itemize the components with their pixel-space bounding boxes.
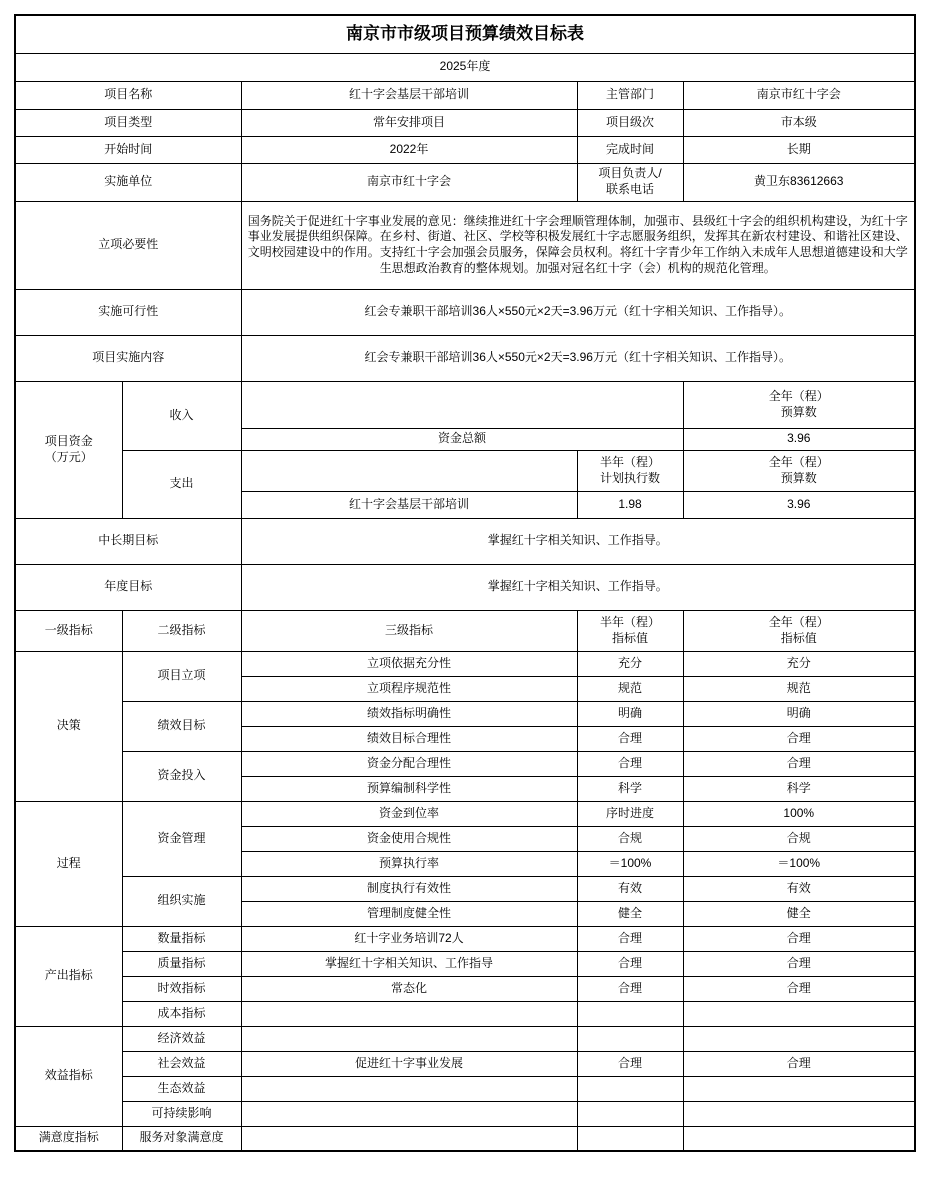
indicator-half-cell	[577, 1101, 683, 1126]
income-fullyear-header	[683, 381, 915, 428]
impl-unit-label: 实施单位	[15, 163, 241, 201]
indicator-full-cell	[683, 1126, 915, 1151]
indicator-full-cell: 明确	[683, 701, 915, 726]
indicator-half-cell: 合理	[577, 726, 683, 751]
sub-social-benefit-label: 社会效益	[122, 1051, 241, 1076]
indicator-half-cell	[577, 1026, 683, 1051]
indicator-l3-cell: 资金到位率	[241, 801, 577, 826]
expense-halfyear-header-line1: 半年（程）	[599, 454, 660, 469]
indicator-half-cell: 合理	[577, 751, 683, 776]
indicator-header-l2: 二级指标	[122, 610, 241, 651]
sub-economic-benefit-label: 经济效益	[122, 1026, 241, 1051]
expense-fullyear-header	[683, 450, 915, 491]
indicator-l3-cell: 掌握红十字相关知识、工作指导	[241, 951, 577, 976]
indicator-half-cell: 合理	[577, 976, 683, 1001]
indicator-full-cell	[683, 1026, 915, 1051]
indicator-l3-cell: 管理制度健全性	[241, 901, 577, 926]
leader-phone-label	[577, 163, 683, 201]
necessity-label: 立项必要性	[15, 201, 241, 289]
funding-label-line2: （万元）	[44, 449, 93, 464]
indicator-half-cell: 序时进度	[577, 801, 683, 826]
impl-unit-value: 南京市红十字会	[241, 163, 577, 201]
annual-goal-content: 掌握红十字相关知识、工作指导。	[241, 564, 915, 610]
project-level-label: 项目级次	[577, 109, 683, 136]
indicator-header-half	[577, 610, 683, 651]
indicator-full-cell: 合理	[683, 1051, 915, 1076]
indicator-full-cell	[683, 1101, 915, 1126]
finish-time-label: 完成时间	[577, 136, 683, 163]
income-total-value: 3.96	[683, 428, 915, 450]
midlong-goal-content: 掌握红十字相关知识、工作指导。	[241, 518, 915, 564]
year-row: 2025年度	[15, 53, 915, 81]
indicator-l3-cell	[241, 1001, 577, 1026]
indicator-l3-cell: 绩效指标明确性	[241, 701, 577, 726]
project-type-label: 项目类型	[15, 109, 241, 136]
start-time-label: 开始时间	[15, 136, 241, 163]
indicator-l3-cell: 绩效目标合理性	[241, 726, 577, 751]
project-level-value: 市本级	[683, 109, 915, 136]
indicator-half-cell: 健全	[577, 901, 683, 926]
income-fullyear-header-line2: 预算数	[780, 404, 817, 419]
midlong-goal-label: 中长期目标	[15, 518, 241, 564]
expense-fullyear-header-line2: 预算数	[780, 470, 817, 485]
project-name-value: 红十字会基层干部培训	[241, 81, 577, 109]
indicator-l3-cell: 制度执行有效性	[241, 876, 577, 901]
expense-fullyear-header-line1: 全年（程）	[768, 454, 829, 469]
indicator-half-cell: 合理	[577, 951, 683, 976]
project-name-label: 项目名称	[15, 81, 241, 109]
sub-eco-benefit-label: 生态效益	[122, 1076, 241, 1101]
group-benefit-label: 效益指标	[15, 1026, 122, 1126]
indicator-l3-cell: 资金使用合规性	[241, 826, 577, 851]
budget-performance-table	[14, 14, 916, 1152]
group-process-label: 过程	[15, 801, 122, 926]
indicator-l3-cell: 常态化	[241, 976, 577, 1001]
indicator-half-cell: 合规	[577, 826, 683, 851]
leader-phone-label-line1: 项目负责人/	[598, 166, 662, 181]
income-label: 收入	[122, 381, 241, 450]
sub-fund-input-label: 资金投入	[122, 751, 241, 801]
funding-label-line1: 项目资金	[44, 433, 93, 448]
indicator-l3-cell	[241, 1026, 577, 1051]
indicator-header-full-line2: 指标值	[780, 630, 817, 645]
indicator-l3-cell: 立项程序规范性	[241, 676, 577, 701]
indicator-l3-cell: 立项依据充分性	[241, 651, 577, 676]
dept-label: 主管部门	[577, 81, 683, 109]
indicator-l3-cell: 促进红十字事业发展	[241, 1051, 577, 1076]
indicator-full-cell: 充分	[683, 651, 915, 676]
indicator-half-cell	[577, 1001, 683, 1026]
indicator-full-cell: 合理	[683, 951, 915, 976]
sub-fund-management-label: 资金管理	[122, 801, 241, 876]
expense-label: 支出	[122, 450, 241, 518]
implementation-content: 红会专兼职干部培训36人×550元×2天=3.96万元（红十字相关知识、工作指导）。	[241, 335, 915, 381]
necessity-content: 国务院关于促进红十字事业发展的意见：继续推进红十字会理顺管理体制，加强市、县级红十字会的组织机构建设，为红十字事业发展提供组织保障。在乡村、街道、社区、学校等积极发展红十字志愿服务组织，发挥其在新农村建设、和谐社区建设、文明校园建设中的作用。支持红十字会加强会员服务，保障会员权利。将红十字青少年工作纳入未成年人思想道德建设和大学生思想政治教育的整体规划。加强对冠名红十字（会）机构的规范化管理。	[241, 201, 915, 289]
group-decision-label: 决策	[15, 651, 122, 801]
sub-performance-goal-label: 绩效目标	[122, 701, 241, 751]
leader-phone-label-line2: 联系电话	[605, 182, 654, 196]
income-fullyear-header-line1: 全年（程）	[768, 388, 829, 403]
group-satisfaction-label: 满意度指标	[15, 1126, 122, 1151]
group-output-label: 产出指标	[15, 926, 122, 1026]
leader-phone-value: 黄卫东83612663	[683, 163, 915, 201]
sub-quality-label: 质量指标	[122, 951, 241, 976]
indicator-full-cell: 合理	[683, 976, 915, 1001]
finish-time-value: 长期	[683, 136, 915, 163]
sub-service-target-satisfaction-label: 服务对象满意度	[122, 1126, 241, 1151]
indicator-full-cell: 有效	[683, 876, 915, 901]
indicator-full-cell	[683, 1001, 915, 1026]
indicator-full-cell: 合理	[683, 926, 915, 951]
indicator-l3-cell: 资金分配合理性	[241, 751, 577, 776]
indicator-half-cell: 充分	[577, 651, 683, 676]
indicator-half-cell	[577, 1076, 683, 1101]
expense-header-empty-cell	[241, 450, 577, 491]
indicator-half-cell: 有效	[577, 876, 683, 901]
indicator-full-cell: 合理	[683, 726, 915, 751]
indicator-half-cell: ＝100%	[577, 851, 683, 876]
indicator-full-cell: 科学	[683, 776, 915, 801]
indicator-half-cell: 合理	[577, 1051, 683, 1076]
expense-half-value: 1.98	[577, 491, 683, 518]
indicator-half-cell	[577, 1126, 683, 1151]
indicator-header-l3: 三级指标	[241, 610, 577, 651]
expense-full-value: 3.96	[683, 491, 915, 518]
sub-cost-label: 成本指标	[122, 1001, 241, 1026]
dept-value: 南京市红十字会	[683, 81, 915, 109]
income-total-label: 资金总额	[241, 428, 683, 450]
sub-timeliness-label: 时效指标	[122, 976, 241, 1001]
feasibility-content: 红会专兼职干部培训36人×550元×2天=3.96万元（红十字相关知识、工作指导）。	[241, 289, 915, 335]
indicator-full-cell: 健全	[683, 901, 915, 926]
indicator-half-cell: 科学	[577, 776, 683, 801]
indicator-l3-cell: 预算执行率	[241, 851, 577, 876]
indicator-half-cell: 规范	[577, 676, 683, 701]
indicator-full-cell: 规范	[683, 676, 915, 701]
indicator-l3-cell: 预算编制科学性	[241, 776, 577, 801]
project-type-value: 常年安排项目	[241, 109, 577, 136]
indicator-full-cell: 合规	[683, 826, 915, 851]
sub-sustainability-label: 可持续影响	[122, 1101, 241, 1126]
sub-project-setup-label: 项目立项	[122, 651, 241, 701]
expense-halfyear-header	[577, 450, 683, 491]
indicator-half-cell: 明确	[577, 701, 683, 726]
indicator-header-l1: 一级指标	[15, 610, 122, 651]
sub-org-implementation-label: 组织实施	[122, 876, 241, 926]
indicator-header-half-line2: 指标值	[611, 630, 648, 645]
annual-goal-label: 年度目标	[15, 564, 241, 610]
sub-quantity-label: 数量指标	[122, 926, 241, 951]
feasibility-label: 实施可行性	[15, 289, 241, 335]
indicator-l3-cell: 红十字业务培训72人	[241, 926, 577, 951]
indicator-full-cell: 100%	[683, 801, 915, 826]
expense-item-label: 红十字会基层干部培训	[241, 491, 577, 518]
indicator-l3-cell	[241, 1076, 577, 1101]
indicator-header-full	[683, 610, 915, 651]
funding-label	[15, 381, 122, 518]
indicator-half-cell: 合理	[577, 926, 683, 951]
indicator-full-cell: ＝100%	[683, 851, 915, 876]
implementation-label: 项目实施内容	[15, 335, 241, 381]
indicator-full-cell: 合理	[683, 751, 915, 776]
start-time-value: 2022年	[241, 136, 577, 163]
indicator-header-full-line1: 全年（程）	[768, 614, 829, 629]
indicator-full-cell	[683, 1076, 915, 1101]
income-header-empty-cell	[241, 381, 683, 428]
expense-halfyear-header-line2: 计划执行数	[599, 470, 660, 485]
indicator-l3-cell	[241, 1126, 577, 1151]
indicator-l3-cell	[241, 1101, 577, 1126]
table-title: 南京市市级项目预算绩效目标表	[15, 15, 915, 53]
indicator-header-half-line1: 半年（程）	[599, 614, 660, 629]
